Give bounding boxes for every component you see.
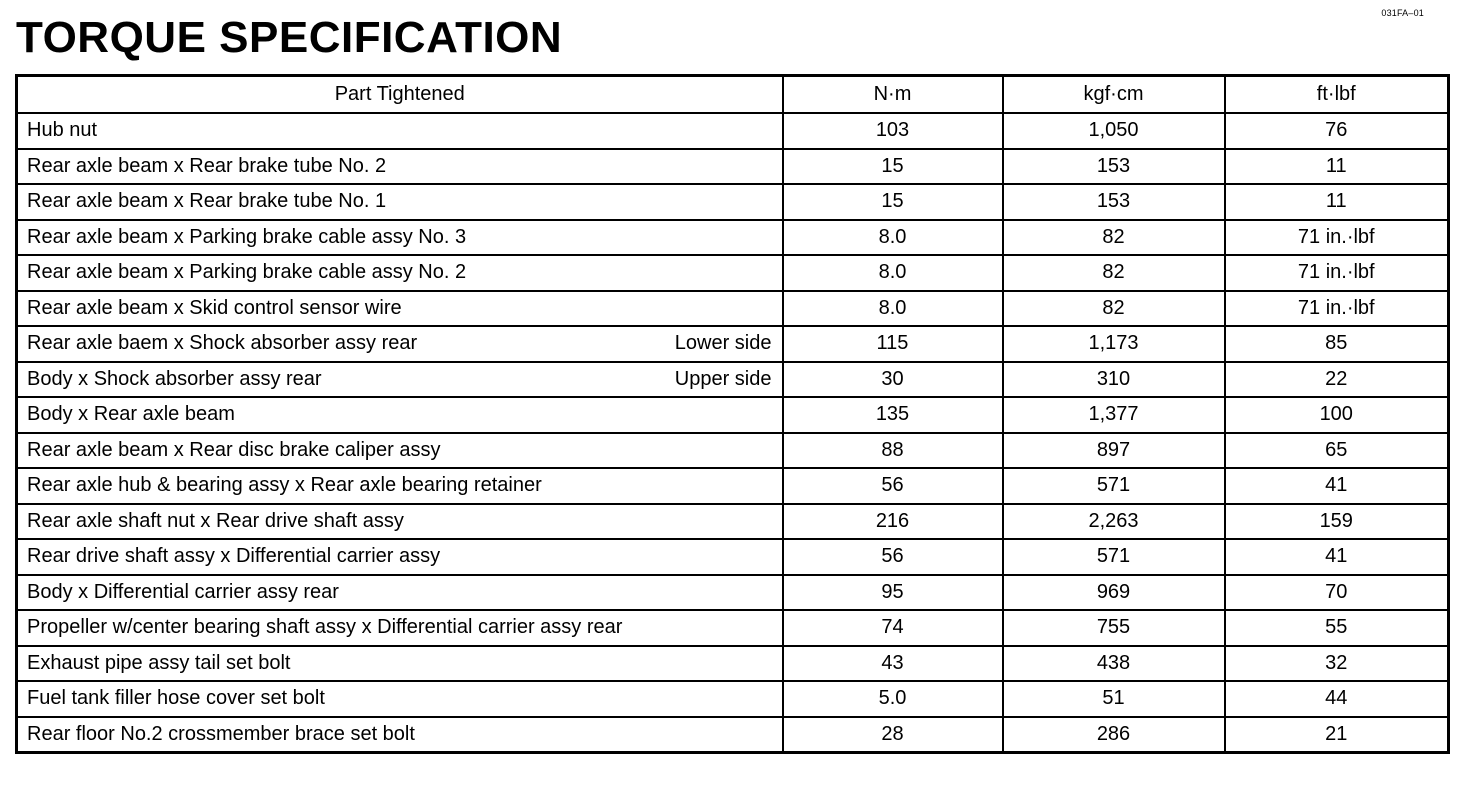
kgfcm-value: 2,263 [1003, 504, 1225, 540]
part-cell [17, 433, 783, 469]
part-cell [17, 362, 783, 398]
nm-value: 5.0 [783, 681, 1003, 717]
nm-value: 30 [783, 362, 1003, 398]
nm-value: 135 [783, 397, 1003, 433]
column-header-ftlbf: ft·lbf [1225, 76, 1449, 114]
part-name: Propeller w/center bearing shaft assy x Differential carrier assy rear [27, 616, 623, 639]
table-row [17, 468, 1449, 504]
part-cell [17, 220, 783, 256]
table-row [17, 184, 1449, 220]
kgfcm-value: 1,050 [1003, 113, 1225, 149]
kgfcm-value: 571 [1003, 468, 1225, 504]
ftlbf-value: 55 [1225, 610, 1449, 646]
nm-value: 8.0 [783, 220, 1003, 256]
ftlbf-value: 71 in.·lbf [1225, 220, 1449, 256]
ftlbf-value: 100 [1225, 397, 1449, 433]
kgfcm-value: 1,377 [1003, 397, 1225, 433]
part-name: Body x Rear axle beam [27, 403, 235, 426]
table-row [17, 610, 1449, 646]
nm-value: 43 [783, 646, 1003, 682]
ftlbf-value: 71 in.·lbf [1225, 255, 1449, 291]
nm-value: 56 [783, 468, 1003, 504]
ftlbf-value: 21 [1225, 717, 1449, 753]
part-cell [17, 575, 783, 611]
page-title: TORQUE SPECIFICATION [16, 13, 563, 62]
table-row [17, 113, 1449, 149]
ftlbf-value: 41 [1225, 468, 1449, 504]
ftlbf-value: 71 in.·lbf [1225, 291, 1449, 327]
document-code: 031FA–01 [1381, 8, 1424, 18]
part-cell [17, 255, 783, 291]
part-name: Rear axle beam x Rear brake tube No. 2 [27, 154, 387, 177]
nm-value: 103 [783, 113, 1003, 149]
ftlbf-value: 41 [1225, 539, 1449, 575]
table-row [17, 291, 1449, 327]
part-name: Rear axle beam x Rear brake tube No. 1 [27, 190, 387, 213]
kgfcm-value: 51 [1003, 681, 1225, 717]
ftlbf-value: 44 [1225, 681, 1449, 717]
table-row [17, 149, 1449, 185]
ftlbf-value: 159 [1225, 504, 1449, 540]
part-cell [17, 646, 783, 682]
part-name: Rear drive shaft assy x Differential carrier assy [27, 545, 441, 568]
part-cell [17, 539, 783, 575]
part-name: Fuel tank filler hose cover set bolt [27, 687, 325, 710]
ftlbf-value: 76 [1225, 113, 1449, 149]
nm-value: 15 [783, 184, 1003, 220]
kgfcm-value: 82 [1003, 291, 1225, 327]
ftlbf-value: 70 [1225, 575, 1449, 611]
nm-value: 95 [783, 575, 1003, 611]
table-row [17, 681, 1449, 717]
part-name: Rear floor No.2 crossmember brace set bolt [27, 722, 415, 745]
part-note: Upper side [674, 367, 772, 390]
ftlbf-value: 32 [1225, 646, 1449, 682]
part-cell [17, 397, 783, 433]
column-header-kgfcm: kgf·cm [1003, 76, 1225, 114]
column-header-nm: N·m [783, 76, 1003, 114]
nm-value: 216 [783, 504, 1003, 540]
part-cell [17, 326, 783, 362]
part-cell [17, 610, 783, 646]
part-name: Body x Differential carrier assy rear [27, 580, 339, 603]
table-row [17, 717, 1449, 753]
table-row [17, 433, 1449, 469]
kgfcm-value: 310 [1003, 362, 1225, 398]
table-row [17, 220, 1449, 256]
table-row [17, 504, 1449, 540]
nm-value: 74 [783, 610, 1003, 646]
ftlbf-value: 65 [1225, 433, 1449, 469]
part-name: Rear axle beam x Parking brake cable assy No. 2 [27, 261, 467, 284]
column-header-part: Part Tightened [17, 76, 783, 114]
part-cell [17, 291, 783, 327]
part-cell [17, 717, 783, 753]
part-name: Rear axle hub & bearing assy x Rear axle bearing retainer [27, 474, 542, 497]
nm-value: 8.0 [783, 255, 1003, 291]
nm-value: 56 [783, 539, 1003, 575]
part-cell [17, 468, 783, 504]
part-name: Rear axle shaft nut x Rear drive shaft assy [27, 509, 404, 532]
part-name: Hub nut [27, 119, 98, 142]
kgfcm-value: 286 [1003, 717, 1225, 753]
nm-value: 8.0 [783, 291, 1003, 327]
kgfcm-value: 153 [1003, 184, 1225, 220]
part-name: Exhaust pipe assy tail set bolt [27, 651, 291, 674]
part-cell [17, 149, 783, 185]
nm-value: 15 [783, 149, 1003, 185]
kgfcm-value: 82 [1003, 220, 1225, 256]
torque-specification-table [15, 74, 1450, 754]
kgfcm-value: 82 [1003, 255, 1225, 291]
table-row [17, 326, 1449, 362]
kgfcm-value: 1,173 [1003, 326, 1225, 362]
table-row [17, 255, 1449, 291]
kgfcm-value: 153 [1003, 149, 1225, 185]
kgfcm-value: 438 [1003, 646, 1225, 682]
table-row [17, 646, 1449, 682]
part-note: Lower side [674, 332, 772, 355]
part-name: Rear axle beam x Rear disc brake caliper assy [27, 438, 441, 461]
table-row [17, 575, 1449, 611]
table-row [17, 362, 1449, 398]
part-cell [17, 504, 783, 540]
part-cell [17, 184, 783, 220]
kgfcm-value: 755 [1003, 610, 1225, 646]
part-name: Rear axle beam x Parking brake cable assy No. 3 [27, 225, 467, 248]
ftlbf-value: 11 [1225, 184, 1449, 220]
part-name: Rear axle baem x Shock absorber assy rear [27, 332, 418, 355]
part-cell [17, 681, 783, 717]
ftlbf-value: 85 [1225, 326, 1449, 362]
nm-value: 115 [783, 326, 1003, 362]
table-header-row [17, 76, 1449, 114]
part-name: Body x Shock absorber assy rear [27, 367, 322, 390]
table-row [17, 539, 1449, 575]
kgfcm-value: 969 [1003, 575, 1225, 611]
table-body [17, 113, 1449, 753]
nm-value: 28 [783, 717, 1003, 753]
part-cell [17, 113, 783, 149]
table-row [17, 397, 1449, 433]
ftlbf-value: 11 [1225, 149, 1449, 185]
nm-value: 88 [783, 433, 1003, 469]
kgfcm-value: 897 [1003, 433, 1225, 469]
kgfcm-value: 571 [1003, 539, 1225, 575]
ftlbf-value: 22 [1225, 362, 1449, 398]
part-name: Rear axle beam x Skid control sensor wire [27, 296, 402, 319]
